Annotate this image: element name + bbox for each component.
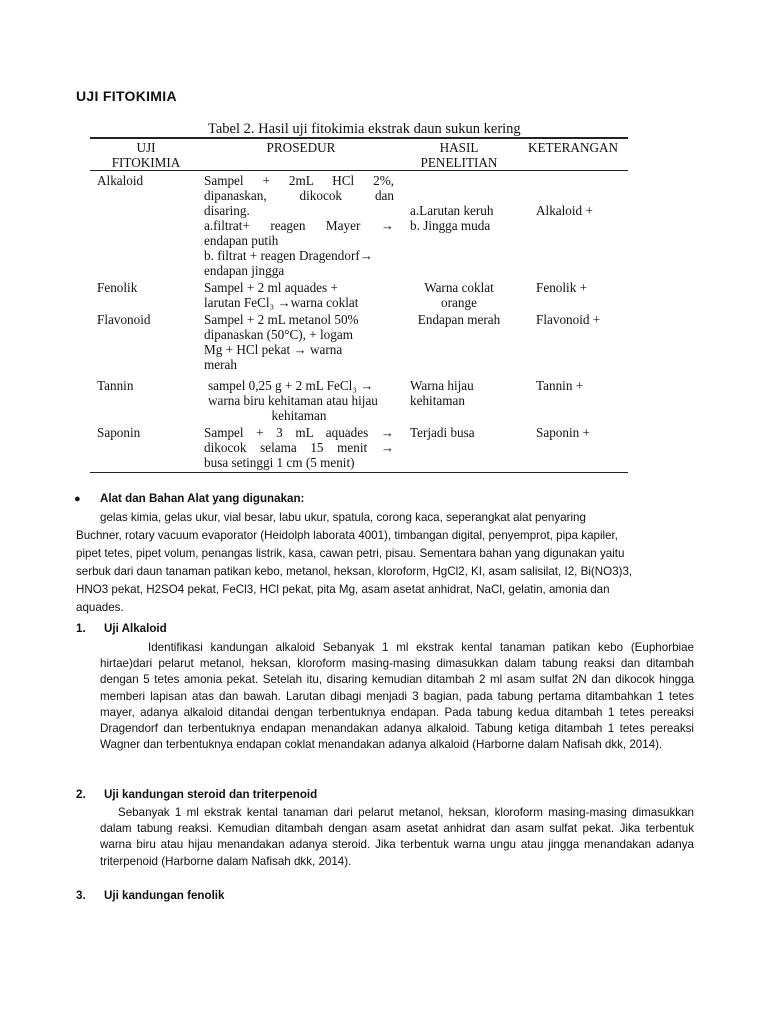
prosedur-line: b. filtrat + reagen Dragendorf→ — [204, 247, 373, 263]
header-hasil — [400, 139, 518, 170]
cell-prosedur — [202, 310, 400, 372]
hasil-line: kehitaman — [410, 392, 465, 408]
cell-prosedur — [202, 278, 400, 310]
page-heading: UJI FITOKIMIA — [76, 88, 177, 104]
prosedur-line: merah — [204, 356, 237, 372]
cell-prosedur — [202, 423, 400, 470]
cell-hasil — [400, 278, 518, 310]
cell-hasil — [400, 310, 518, 372]
table-row-flavonoid — [90, 310, 628, 372]
section-title: Uji Alkaloid — [104, 622, 167, 635]
section-number: 2. — [76, 788, 86, 801]
alat-line: aquades. — [76, 601, 124, 614]
hasil-line: Endapan merah — [417, 311, 501, 327]
cell-hasil — [400, 171, 518, 278]
header-uji-line1: UJI — [136, 139, 156, 155]
hasil-line: b. Jingga muda — [410, 217, 491, 233]
phytochemical-table — [90, 137, 628, 473]
cell-prosedur — [202, 171, 400, 278]
prosedur-line: sampel 0,25 g + 2 mL FeCl₃ → — [208, 377, 374, 393]
cell-keterangan: Tannin + — [536, 377, 584, 393]
prosedur-line: busa setinggi 1 cm (5 menit) — [204, 454, 355, 470]
cell-prosedur — [202, 376, 400, 423]
header-uji-line2: FITOKIMIA — [111, 154, 181, 170]
cell-keterangan: Flavonoid + — [536, 311, 601, 327]
alat-line: HNO3 pekat, H2SO4 pekat, FeCl3, HCl pekat, pita Mg, asam asetat anhidrat, NaCl, gelatin, amonia dan — [76, 583, 610, 596]
alat-line: serbuk dari daun tanaman patikan kebo, metanol, heksan, kloroform, HgCl2, KI, asam salisilat, I2, Bi(NO3)3, — [76, 565, 633, 578]
cell-hasil — [400, 423, 518, 470]
cell-uji: Flavonoid — [97, 311, 151, 327]
prosedur-line: a.filtrat+ reagen Mayer → — [204, 217, 394, 233]
cell-keterangan: Fenolik + — [536, 279, 588, 295]
prosedur-line: Sampel + 2 ml aquades + — [204, 279, 338, 295]
hasil-line: Warna hijau — [410, 377, 474, 393]
header-uji — [90, 139, 202, 170]
prosedur-line: disaring. — [204, 202, 250, 218]
alat-title: Alat dan Bahan Alat yang digunakan: — [100, 492, 305, 505]
hasil-line: a.Larutan keruh — [410, 202, 494, 218]
bullet-icon: ● — [74, 493, 81, 505]
table-bottom-rule — [90, 472, 628, 474]
hasil-line: orange — [441, 294, 477, 310]
prosedur-line: endapan jingga — [204, 262, 285, 278]
alat-line: Buchner, rotary vacuum evaporator (Heidolph laborata 4001), timbangan digital, penyemprot, pipa kapiler, — [76, 529, 619, 542]
section-title: Uji kandungan steroid dan triterpenoid — [104, 788, 318, 801]
prosedur-line: Sampel + 2 mL metanol 50% — [204, 311, 359, 327]
table-row-saponin — [90, 423, 628, 470]
prosedur-line: larutan FeCl₃ →warna coklat — [204, 294, 359, 310]
table-row-fenolik — [90, 278, 628, 310]
section-body: Identifikasi kandungan alkaloid Sebanyak 1 ml ekstrak kental tanaman patikan kebo (Euphorbiae hirtae)dari pelarut metanol, heksan, kloroform masing-masing dimasukkan dalam tabung reaksi dan ditambah dengan 5 tetes amonia pekat. Setelah itu, disaring kemudian ditambah 2 ml asam sulfat 2N dan dikocok hingga memberi lapisan atas dan bawah. Larutan dibagi menjadi 3 bagian, pada tabung pertama ditambahkan 1 tetes mayer, adanya alkaloid ditandai dengan terbentuknya endapan. Pada tabung kedua ditambah 1 tetes pereaksi Dragendorf dan terbentuknya endapan menandakan adanya alkaloid. Tabung ketiga ditambah 1 tetes pereaksi Wagner dan terbentuknya endapan coklat menandakan adanya alkaloid (Harborne dalam Nafisah dkk, 2014). — [100, 641, 694, 752]
cell-uji: Saponin — [97, 424, 141, 440]
prosedur-line: Mg + HCl pekat → warna — [204, 341, 343, 357]
alat-line: gelas kimia, gelas ukur, vial besar, labu ukur, spatula, corong kaca, seperangkat alat penyaring — [100, 511, 586, 524]
hasil-line: Warna coklat — [424, 279, 494, 295]
header-hasil-line1: HASIL — [439, 139, 479, 155]
header-hasil-line2: PENELITIAN — [420, 154, 498, 170]
cell-uji: Tannin — [97, 377, 134, 393]
prosedur-line: dipanaskan (50°C), + logam — [204, 326, 353, 342]
cell-keterangan: Alkaloid + — [536, 202, 593, 218]
prosedur-line: endapan putih — [204, 232, 279, 248]
hasil-line: Terjadi busa — [410, 424, 475, 440]
table-row-alkaloid — [90, 171, 628, 278]
prosedur-line: dikocok selama 15 menit → — [204, 439, 394, 455]
section-number: 1. — [76, 622, 86, 635]
cell-uji: Alkaloid — [97, 172, 144, 188]
table-caption: Tabel 2. Hasil uji fitokimia ekstrak daun sukun kering — [208, 121, 521, 137]
cell-keterangan: Saponin + — [536, 424, 590, 440]
table-header-row — [90, 139, 628, 170]
prosedur-line: dipanaskan, dikocok dan — [204, 187, 394, 203]
cell-hasil — [400, 376, 518, 423]
prosedur-line: Sampel + 3 mL aquades → — [204, 424, 394, 440]
header-prosedur: PROSEDUR — [266, 139, 336, 155]
section-title: Uji kandungan fenolik — [104, 889, 225, 902]
prosedur-line: kehitaman — [271, 407, 327, 423]
table-row-tannin — [90, 376, 628, 423]
cell-uji: Fenolik — [97, 279, 138, 295]
section-body: Sebanyak 1 ml ekstrak kental tanaman dari pelarut metanol, heksan, kloroform masing-masing dimasukkan dalam tabung reaksi. Kemudian ditambah dengan asam asetat anhidrat dan asam sulfat pekat. Jika terbentuk warna biru atau hijau menandakan adanya steroid. Jika terbentuk warna ungu atau jingga menandakan adanya triterpenoid (Harborne dalam Nafisah dkk, 2014). — [100, 806, 694, 868]
prosedur-line: Sampel + 2mL HCl 2%, — [204, 172, 394, 188]
header-keterangan: KETERANGAN — [527, 139, 619, 155]
prosedur-line: warna biru kehitaman atau hijau — [208, 392, 378, 408]
alat-line: pipet tetes, pipet volum, penangas listrik, kasa, cawan petri, pisau. Sementara bahan yang digunakan yaitu — [76, 547, 625, 560]
section-number: 3. — [76, 889, 86, 902]
